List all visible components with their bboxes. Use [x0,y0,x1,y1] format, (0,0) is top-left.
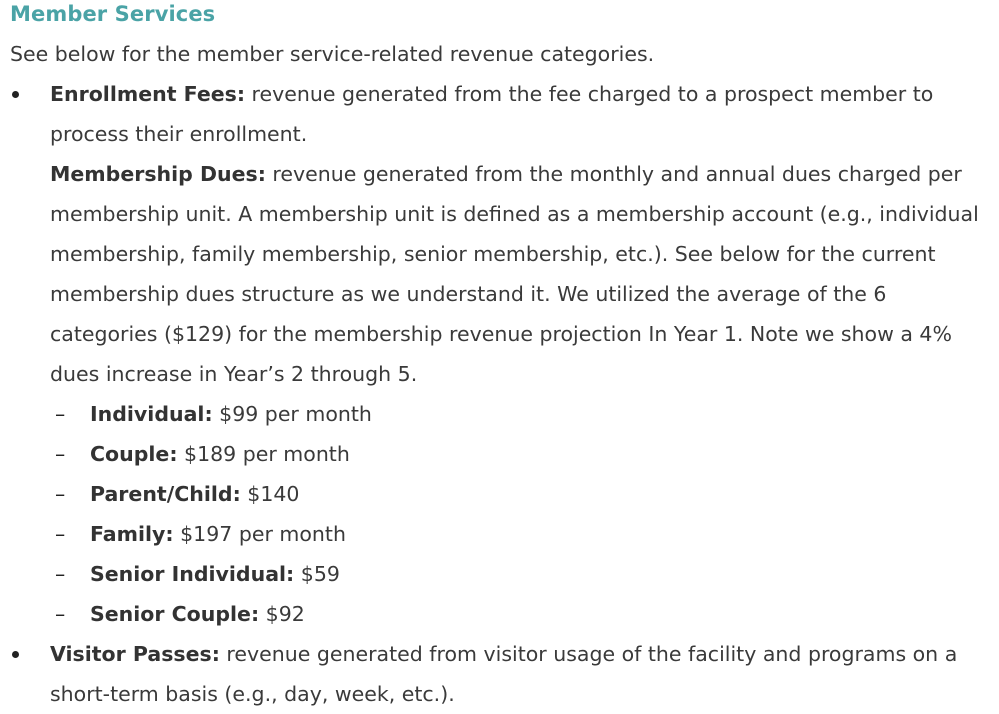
dues-value: $189 per month [177,442,350,466]
section-heading: Member Services [10,2,216,26]
dues-label: Couple: [90,442,178,466]
dash-icon: – [55,442,66,466]
dues-label: Individual: [90,402,213,426]
dash-icon: – [55,522,66,546]
dues-item-individual [10,394,995,434]
dash-icon: – [55,402,66,426]
dues-value: $197 per month [173,522,346,546]
dues-item-family [10,514,995,554]
visitor-passes-text: revenue generated from visitor usage of the facility and programs on a short-term basis (e.g., day, week, etc.). [50,642,958,706]
dash-icon: – [55,482,66,506]
membership-dues-paragraph [10,154,995,394]
enrollment-fees-item [10,74,995,154]
bullet-icon [12,91,19,98]
dues-label: Senior Individual: [90,562,295,586]
dues-value: $92 [259,602,305,626]
document-page [10,0,995,714]
dues-label: Senior Couple: [90,602,260,626]
dues-item-couple [10,434,995,474]
visitor-passes-term: Visitor Passes: [50,642,220,666]
dash-icon: – [55,602,66,626]
intro-paragraph: See below for the member service-related revenue categories. [10,42,655,66]
enrollment-fees-text: revenue generated from the fee charged to a prospect member to process their enrollment. [50,82,934,146]
dues-value: $99 per month [212,402,372,426]
dues-item-senior-couple [10,594,995,634]
membership-dues-term: Membership Dues: [50,162,266,186]
dues-label: Parent/Child: [90,482,241,506]
dues-value: $140 [240,482,300,506]
membership-dues-text: revenue generated from the monthly and annual dues charged per membership unit. A membership unit is defined as a membership account (e.g., individual membership, family membership, senior membership, etc.). See below for the current membership dues structure as we understand it. We utilized the average of the 6 categories ($129) for the membership revenue projection In Year 1. Note we show a 4% dues increase in Year’s 2 through 5. [50,162,979,386]
dash-icon: – [55,562,66,586]
dues-item-senior-individual [10,554,995,594]
dues-label: Family: [90,522,174,546]
dues-item-parent-child [10,474,995,514]
bullet-icon [12,651,19,658]
dues-value: $59 [294,562,340,586]
dues-list [10,394,995,634]
enrollment-fees-term: Enrollment Fees: [50,82,246,106]
visitor-passes-item [10,634,995,714]
